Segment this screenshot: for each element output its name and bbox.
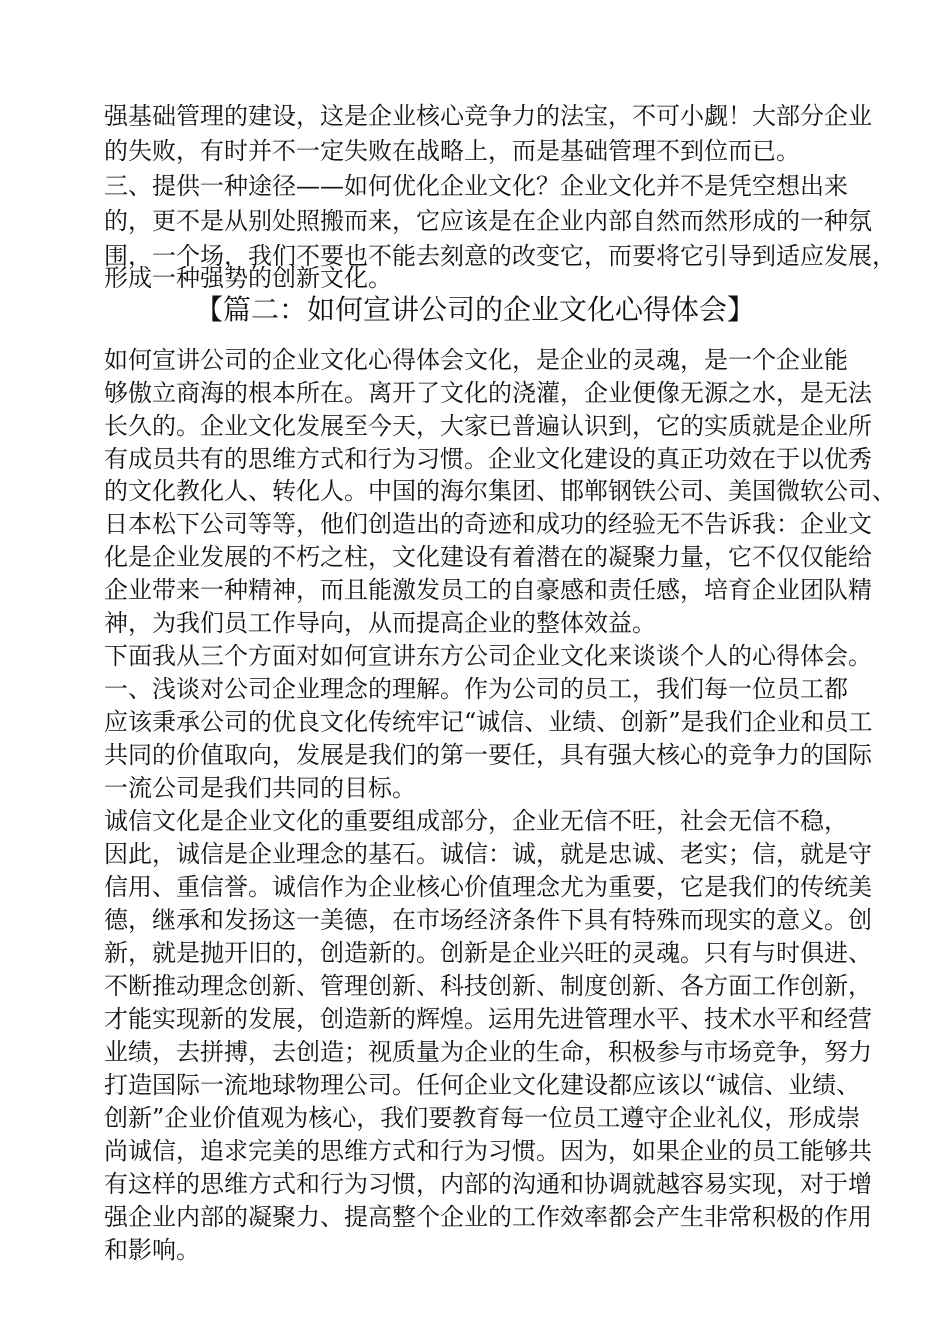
text-line: 一流公司是我们共同的目标。	[104, 774, 416, 802]
text-line: 新，就是抛开旧的，创造新的。创新是企业兴旺的灵魂。只有与时俱进、	[104, 939, 872, 967]
text-line: 信用、重信誉。诚信作为企业核心价值理念尤为重要，它是我们的传统美	[104, 873, 872, 901]
text-line: 的失败，有时并不一定失败在战略上，而是基础管理不到位而已。	[104, 137, 800, 165]
text-line: 共同的价值取向，发展是我们的第一要任，具有强大核心的竞争力的国际	[104, 741, 872, 769]
text-line: 围，一个场，我们不要也不能去刻意的改变它，而要将它引导到适应发展，	[104, 242, 896, 270]
text-line: 业绩，去拼搏，去创造；视质量为企业的生命，积极参与市场竞争，努力	[104, 1038, 872, 1066]
text-line: 打造国际一流地球物理公司。任何企业文化建设都应该以“诚信、业绩、	[104, 1071, 861, 1099]
text-line: 化是企业发展的不朽之柱，文化建设有着潜在的凝聚力量，它不仅仅能给	[104, 543, 872, 571]
text-line: 强企业内部的凝聚力、提高整个企业的工作效率都会产生非常积极的作用	[104, 1203, 872, 1231]
text-line: 创新”企业价值观为核心，我们要教育每一位员工遵守企业礼仪，形成崇	[104, 1104, 861, 1132]
text-line: 有这样的思维方式和行为习惯，内部的沟通和协调就越容易实现，对于增	[104, 1170, 872, 1198]
text-line: 强基础管理的建设，这是企业核心竞争力的法宝，不可小觑！大部分企业	[104, 102, 872, 130]
text-line: 和影响。	[104, 1236, 200, 1264]
text-line: 尚诚信，追求完美的思维方式和行为习惯。因为，如果企业的员工能够共	[104, 1137, 872, 1165]
text-line: 够傲立商海的根本所在。离开了文化的浇灌，企业便像无源之水，是无法	[104, 379, 872, 407]
text-line: 形成一种强势的创新文化。	[104, 264, 392, 292]
text-line: 不断推动理念创新、管理创新、科技创新、制度创新、各方面工作创新，	[104, 972, 872, 1000]
text-line: 下面我从三个方面对如何宣讲东方公司企业文化来谈谈个人的心得体会。	[104, 642, 872, 670]
text-line: 企业带来一种精神，而且能激发员工的自豪感和责任感，培育企业团队精	[104, 576, 872, 604]
text-line: 三、提供一种途径——如何优化企业文化？企业文化并不是凭空想出来	[104, 172, 848, 200]
text-line: 长久的。企业文化发展至今天，大家已普遍认识到，它的实质就是企业所	[104, 412, 872, 440]
text-line: 因此，诚信是企业理念的基石。诚信：诚，就是忠诚、老实；信，就是守	[104, 840, 872, 868]
text-line: 日本松下公司等等，他们创造出的奇迹和成功的经验无不告诉我：企业文	[104, 510, 872, 538]
text-line: 一、浅谈对公司企业理念的理解。作为公司的员工，我们每一位员工都	[104, 675, 848, 703]
text-line: 神，为我们员工作导向，从而提高企业的整体效益。	[104, 609, 656, 637]
text-line: 应该秉承公司的优良文化传统牢记“诚信、业绩、创新”是我们企业和员工	[104, 708, 873, 736]
text-line: 德，继承和发扬这一美德，在市场经济条件下具有特殊而现实的意义。创	[104, 906, 872, 934]
text-line: 有成员共有的思维方式和行为习惯。企业文化建设的真正功效在于以优秀	[104, 445, 872, 473]
text-line: 的文化教化人、转化人。中国的海尔集团、邯郸钢铁公司、美国微软公司、	[104, 477, 896, 505]
section-heading: 【篇二：如何宣讲公司的企业文化心得体会】	[194, 293, 755, 326]
text-line: 如何宣讲公司的企业文化心得体会文化，是企业的灵魂，是一个企业能	[104, 346, 848, 374]
text-line: 的，更不是从别处照搬而来，它应该是在企业内部自然而然形成的一种氛	[104, 207, 872, 235]
text-line: 诚信文化是企业文化的重要组成部分，企业无信不旺，社会无信不稳，	[104, 807, 848, 835]
text-line: 才能实现新的发展，创造新的辉煌。运用先进管理水平、技术水平和经营	[104, 1005, 872, 1033]
